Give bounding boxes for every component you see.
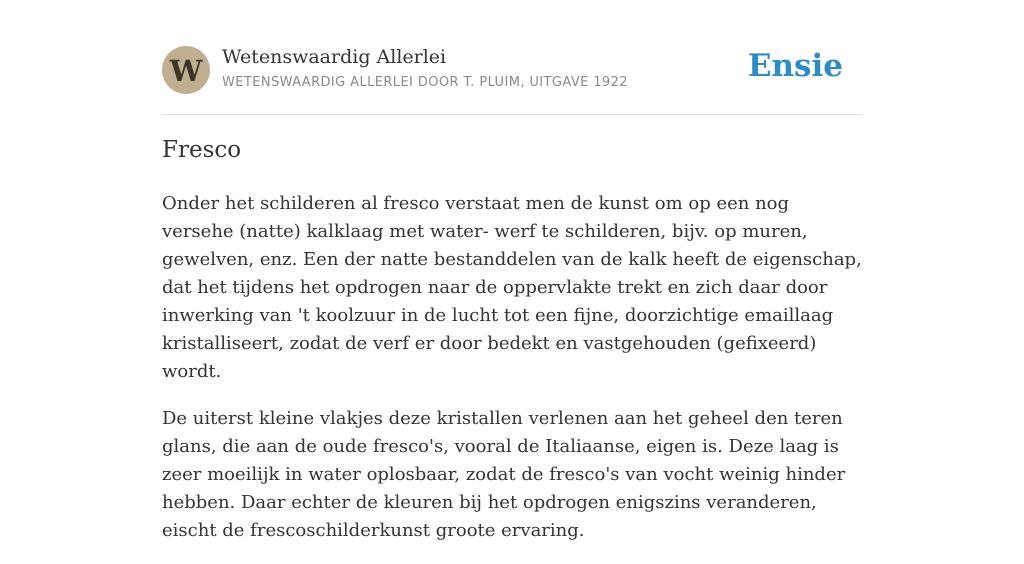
article-title: Fresco bbox=[162, 137, 242, 163]
brand-logo[interactable]: Ensie bbox=[747, 48, 843, 84]
article-paragraph: De uiterst kleine vlakjes deze kristallen verlenen aan het geheel den teren glans, die aan de oude fresco's, vooral de Italiaanse, eigen is. Deze laag is zeer moeilijk in water oplosbaar, zodat de fresco's van vocht weinig hinder hebben. Daar echter de kleuren bij het opdrogen enigszins veranderen, eischt de frescoschilderkunst groote ervaring. bbox=[162, 408, 846, 541]
article-paragraph: Onder het schilderen al fresco verstaat men de kunst om op een nog versehe (natte) kalklaag met water- werf te schilderen, bijv. op muren, gewelven, enz. Een der natte bestanddelen van de kalk heeft de eigenschap, dat het tijdens het opdrogen naar de oppervlakte trekt en zich daar door inwerking van 't koolzuur in de lucht tot een fijne, doorzichtige emaillaag kristalliseert, zodat de verf er door bedekt en vastgehouden (gefixeerd) wordt. bbox=[162, 193, 862, 382]
article-body bbox=[162, 190, 866, 564]
source-subtitle: WETENSWAARDIG ALLERLEI DOOR T. PLUIM, UITGAVE 1922 bbox=[222, 75, 628, 90]
source-title[interactable]: Wetenswaardig Allerlei bbox=[222, 46, 447, 68]
source-avatar[interactable]: W bbox=[162, 46, 210, 94]
header bbox=[162, 46, 862, 115]
